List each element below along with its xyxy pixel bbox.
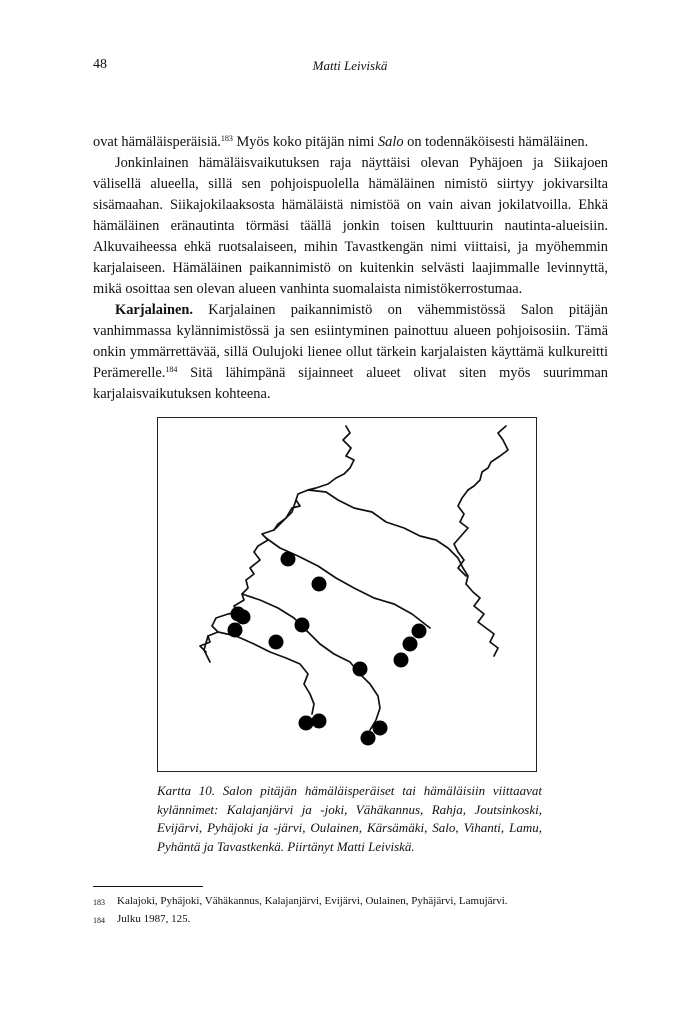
- footnote-184: [93, 911, 608, 929]
- running-header-author: Matti Leiviskä: [312, 58, 388, 73]
- village-marker: [403, 637, 418, 652]
- river-line: [468, 426, 508, 490]
- river-line: [308, 490, 498, 656]
- village-marker: [281, 552, 296, 567]
- river-line: [218, 632, 314, 714]
- footnote-number: 183: [93, 898, 105, 907]
- village-marker: [361, 731, 376, 746]
- footnotes: [93, 893, 608, 929]
- footnote-183: [93, 893, 608, 911]
- section-lead-karjalainen: Karjalainen.: [115, 302, 193, 318]
- river-line: [266, 538, 430, 628]
- village-marker: [394, 653, 409, 668]
- footnote-number: 184: [93, 916, 105, 925]
- village-marker: [373, 721, 388, 736]
- footnote-text: Kalajoki, Pyhäjoki, Vähäkannus, Kalajanjärvi, Evijärvi, Oulainen, Pyhäjärvi, Lamujärvi.: [117, 895, 508, 907]
- coastline: [200, 426, 354, 652]
- village-marker: [269, 635, 284, 650]
- footnote-ref-184[interactable]: 184: [165, 365, 178, 374]
- body-text: [93, 132, 608, 405]
- village-marker: [312, 714, 327, 729]
- village-marker: [312, 577, 327, 592]
- village-marker: [412, 624, 427, 639]
- river-line: [454, 490, 468, 576]
- footnote-ref-183[interactable]: 183: [220, 134, 233, 143]
- village-marker: [295, 618, 310, 633]
- village-marker: [299, 716, 314, 731]
- footnote-text: Julku 1987, 125.: [117, 913, 191, 925]
- paragraph-2: Jonkinlainen hämäläisvaikutuksen raja näyttäisi olevan Pyhäjoen ja Siikajoen välisellä alueella, sillä sen pohjoispuolella hämäläinen nimistö siirtyy jokivarsilta sisämaahan. Siikajokilaaksosta hämäläistä nimistöä on vain aivan jokilatvoilla. Ehkä hämäläinen eränautinta törmäsi täällä jonkin toisen kulttuurin nautinta-alueisiin. Alkuvaiheessa ehkä ruotsalaiseen, mihin Tavastkengän nimi viittaisi, ja myöhemmin karjalaiseen. Hämäläinen paikannimistö on kuitenkin selvästi laajimmalle levinnyttä, mikä osoittaa sen olevan alueen vanhinta suomalaista nimistökerrostumaa.: [93, 155, 608, 297]
- paragraph-1: ovat hämäläisperäisiä.$^{183}$ Myös koko pitäjän nimi Salo on todennäköisesti hämäläinen.: [93, 134, 589, 150]
- village-marker: [353, 662, 368, 677]
- river-map: [158, 418, 538, 773]
- river-line: [274, 500, 296, 530]
- map-caption: Kartta 10. Salon pitäjän hämäläisperäiset tai hämäläisiin viittaavat kylännimet: Kalajanjärvi ja -joki, Vähäkannus, Rahja, Joutsinkoski, Evijärvi, Pyhäjoki ja -järvi, Oulainen, Kärsämäki, Salo, Vihanti, Lamu, Pyhäntä ja Tavastkenkä. Piirtänyt Matti Leiviskä.: [157, 783, 542, 854]
- page-number: 48: [93, 57, 107, 72]
- paragraph-3: Karjalainen. Karjalainen paikannimistö on vähemmistössä Salon pitäjän vanhimmassa kylännimistössä ja sen esiintyminen painottuu alueen pohjoisosiin. Tämä onkin ymmärrettävää, sillä Oulujoki lienee ollut tärkein karjalaisten käyttämä kulkureitti Perämerelle.$^{184}$ Sitä lähimpänä sijainneet alueet olivat siten myös suurimman karjalaisvaikutuksen kohteena.: [93, 302, 608, 402]
- village-marker: [228, 623, 243, 638]
- footnote-rule: [93, 886, 203, 887]
- village-marker: [231, 607, 246, 622]
- map-figure: [157, 417, 537, 772]
